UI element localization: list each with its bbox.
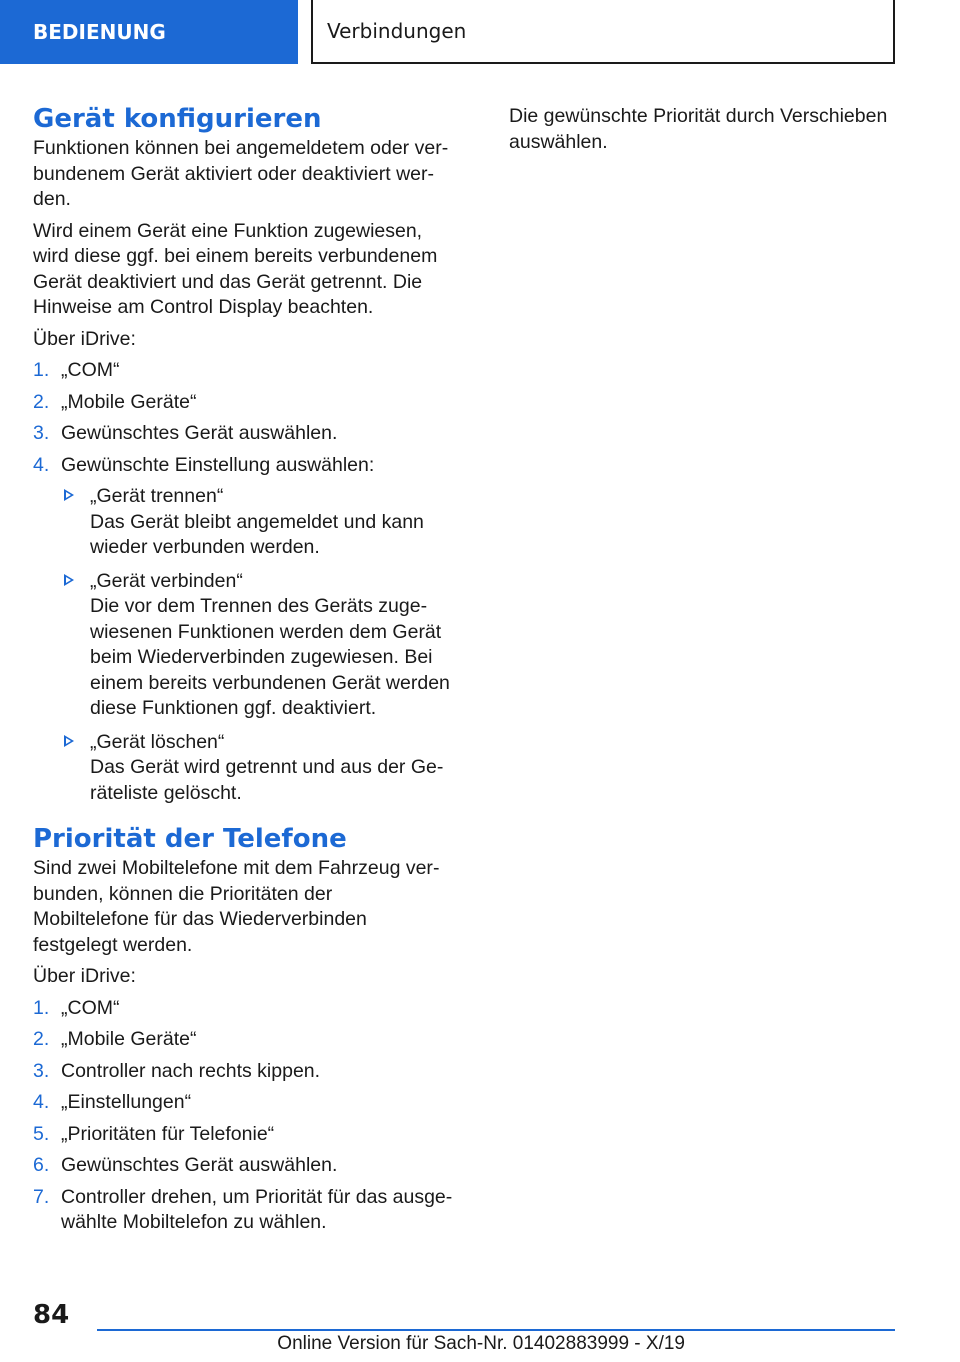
list-item [33,1153,453,1179]
page-number: 84 [33,1300,70,1330]
step-number: 4. [33,1091,50,1113]
triangle-bullet-icon [64,574,74,586]
steps-list-1 [33,358,453,806]
paragraph: Über iDrive: [33,327,136,350]
sub-item-title: „Gerät verbinden“ [90,569,243,592]
list-item [33,453,453,807]
step-number: 7. [33,1185,50,1208]
sub-options-list [61,484,453,806]
heading-prioritaet-der-telefone: Priorität der Telefone [33,824,347,854]
list-item [33,1185,453,1236]
step-text: Gewünschtes Gerät auswählen. [61,1154,338,1176]
sub-item-description: Die vor dem Trennen des Geräts zugewiesenen Funktionen werden dem Gerät beim Wiederverbinden zugewiesen. Bei einem bereits verbundenen Gerät werden diese Funktionen ggf. deaktiviert. [90,595,450,719]
step-number: 4. [33,453,50,476]
step-text: „Mobile Geräte“ [61,1028,197,1050]
section-prioritaet [33,822,453,1236]
right-column [509,104,909,161]
list-item [33,1122,453,1148]
step-text: „COM“ [61,996,120,1019]
list-item [33,1059,453,1085]
footer-divider [97,1329,895,1331]
list-item [33,390,453,416]
step-text: „Einstellungen“ [61,1091,192,1113]
list-item [33,421,453,447]
sub-list-item [61,569,453,722]
list-item [33,1090,453,1116]
list-item [33,996,453,1022]
step-text: „Prioritäten für Telefonie“ [61,1122,275,1145]
step-number: 5. [33,1122,50,1145]
paragraph: Die gewünschte Priorität durch Verschieben auswählen. [509,105,888,153]
triangle-bullet-icon [64,735,74,747]
sub-item-description: Das Gerät wird getrennt und aus der Geräteliste gelöscht. [90,756,444,804]
paragraph: Sind zwei Mobiltelefone mit dem Fahrzeug verbunden, können die Prioritäten der Mobiltelefone für das Wiederverbinden festgelegt werden. [33,857,440,956]
step-number: 3. [33,1059,50,1082]
step-number: 6. [33,1154,50,1176]
section-header [311,0,895,64]
step-text: Gewünschtes Gerät auswählen. [61,422,338,444]
left-column [33,102,453,1242]
step-text: „COM“ [61,359,120,381]
step-number: 2. [33,1028,50,1050]
chapter-tab [0,0,298,64]
heading-geraet-konfigurieren: Gerät konfigurieren [33,104,322,134]
step-text: Controller drehen, um Priorität für das ausgewählte Mobiltelefon zu wählen. [61,1185,453,1233]
step-number: 1. [33,359,50,381]
triangle-bullet-icon [64,489,74,501]
paragraph: Funktionen können bei angemeldetem oder verbundenem Gerät aktiviert oder deaktiviert werden. [33,137,449,210]
step-text: Gewünschte Einstellung auswählen: [61,453,375,476]
paragraph: Wird einem Gerät eine Funktion zugewiesen, wird diese ggf. bei einem bereits verbundenem Gerät deaktiviert und das Gerät getrennt. Die Hinweise am Control Display beachten. [33,219,438,318]
sub-list-item [61,730,453,807]
chapter-label: BEDIENUNG [33,20,166,44]
footer-version-text: Online Version für Sach-Nr. 01402883999 - X/19 [277,1333,685,1354]
list-item [33,358,453,384]
sub-list-item [61,484,453,561]
sub-item-description: Das Gerät bleibt angemeldet und kann wieder verbunden werden. [90,510,424,558]
step-text: „Mobile Geräte“ [61,390,197,413]
paragraph: Über iDrive: [33,965,136,987]
section-label: Verbindungen [327,19,467,43]
step-number: 3. [33,422,50,444]
step-number: 2. [33,390,50,413]
list-item [33,1027,453,1053]
steps-list-2 [33,996,453,1236]
step-text: Controller nach rechts kippen. [61,1059,321,1082]
step-number: 1. [33,996,50,1019]
sub-item-title: „Gerät trennen“ [90,485,224,507]
sub-item-title: „Gerät löschen“ [90,730,225,753]
